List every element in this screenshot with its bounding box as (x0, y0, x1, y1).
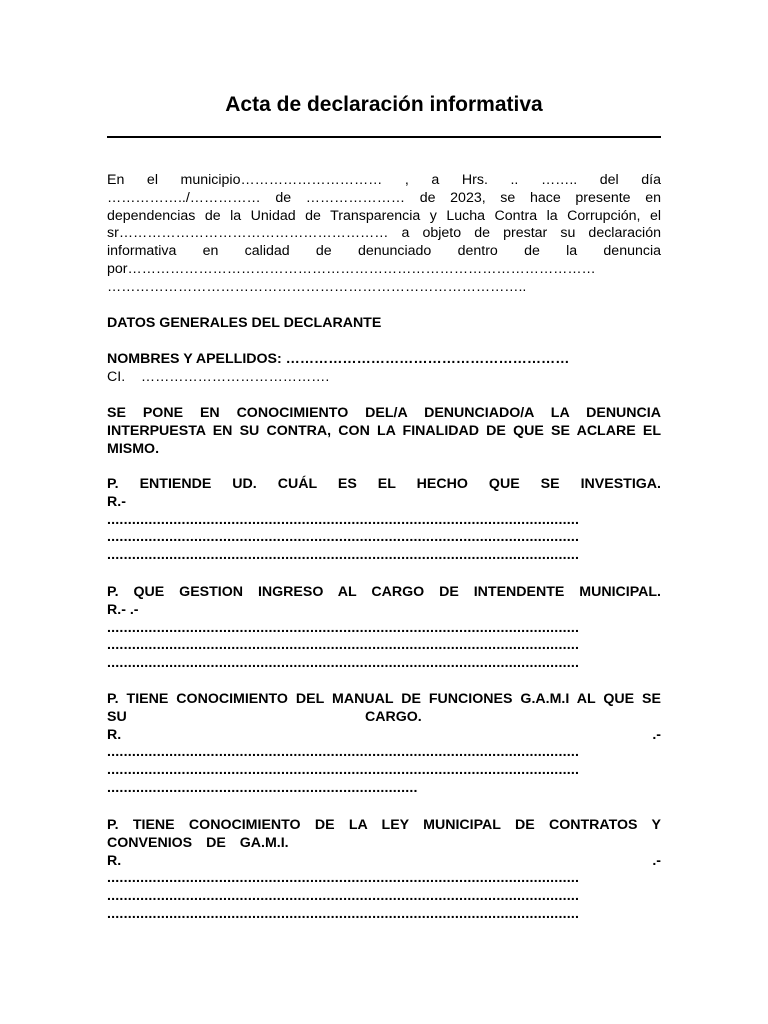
answer-1-line: .................................................................................................................. (107, 547, 580, 564)
intro-line-6: por……………………………………………………………………………………… (107, 260, 596, 277)
intro-line-7: …………………………………………………………………………….. (107, 278, 527, 295)
intro-line-3: dependencias de la Unidad de Transparencia y Lucha Contra la Corrupción, el (107, 207, 661, 224)
intro-line-1: En el municipio………………………… , a Hrs. .. …….. del día (107, 172, 661, 188)
answer-3-line-short: ........................................................................... (107, 779, 418, 796)
question-3-word-su: SU (107, 708, 127, 725)
title-underline (107, 136, 661, 138)
answer-3-line: .................................................................................................................. (107, 762, 580, 779)
question-1-text: P. ENTIENDE UD. CUÁL ES EL HECHO QUE SE INVESTIGA. (107, 476, 661, 492)
answer-2-line: .................................................................................................................. (107, 655, 580, 672)
section-heading: DATOS GENERALES DEL DECLARANTE (107, 315, 382, 331)
names-field-line: NOMBRES Y APELLIDOS: …………………………………………………… (107, 351, 570, 367)
question-4 (107, 817, 661, 924)
answer-4-label-row (107, 853, 661, 871)
notice-line-2: INTERPUESTA EN SU CONTRA, CON LA FINALIDAD DE QUE SE ACLARE EL (107, 422, 661, 439)
question-3-word-cargo: CARGO. (365, 708, 422, 725)
question-3 (107, 691, 661, 798)
answer-4-line: .................................................................................................................. (107, 870, 580, 887)
answer-2-line: .................................................................................................................. (107, 619, 580, 636)
question-2-text: P. QUE GESTION INGRESO AL CARGO DE INTENDENTE MUNICIPAL. (107, 584, 661, 600)
question-4-text: P. TIENE CONOCIMIENTO DE LA LEY MUNICIPAL DE CONTRATOS Y (107, 817, 661, 833)
question-1 (107, 476, 661, 565)
answer-3-label: R. (107, 726, 122, 743)
answer-4-label: R. (107, 852, 122, 869)
answer-3-label-row (107, 727, 661, 745)
answer-1-line: .................................................................................................................. (107, 511, 580, 528)
answer-1-line: .................................................................................................................. (107, 529, 580, 546)
intro-line-5: informativa en calidad de denunciado dentro de la denuncia (107, 243, 661, 260)
intro-line-4: sr………………………………………………… a objeto de prestar su declaración (107, 225, 661, 242)
answer-4-line: .................................................................................................................. (107, 888, 580, 905)
intro-line-2: ……………../…………… de ………………… de 2023, se hace presente en (107, 189, 661, 206)
answer-2-line: .................................................................................................................. (107, 637, 580, 654)
question-3-text: P. TIENE CONOCIMIENTO DEL MANUAL DE FUNCIONES G.A.M.I AL QUE SE (107, 691, 661, 707)
intro-paragraph (107, 172, 661, 297)
answer-4-line: .................................................................................................................. (107, 905, 580, 922)
question-4-text-cont: CONVENIOS DE GA.M.I. (107, 834, 289, 851)
declarant-data (107, 351, 661, 387)
ci-field-line: CI. …………………………………. (107, 368, 330, 385)
document-title: Acta de declaración informativa (225, 93, 543, 116)
answer-4-suffix: .- (652, 852, 661, 869)
answer-2-label: R.- .- (107, 601, 139, 618)
question-3-text-cont (107, 709, 661, 727)
notice-line-3: MISMO. (107, 440, 160, 457)
notice-line-1: SE PONE EN CONOCIMIENTO DEL/A DENUNCIADO/A LA DENUNCIA (107, 405, 661, 421)
question-2 (107, 584, 661, 673)
notice-paragraph (107, 405, 661, 458)
answer-1-label: R.- (107, 493, 126, 510)
answer-3-line: .................................................................................................................. (107, 744, 580, 761)
answer-3-suffix: .- (652, 726, 661, 743)
